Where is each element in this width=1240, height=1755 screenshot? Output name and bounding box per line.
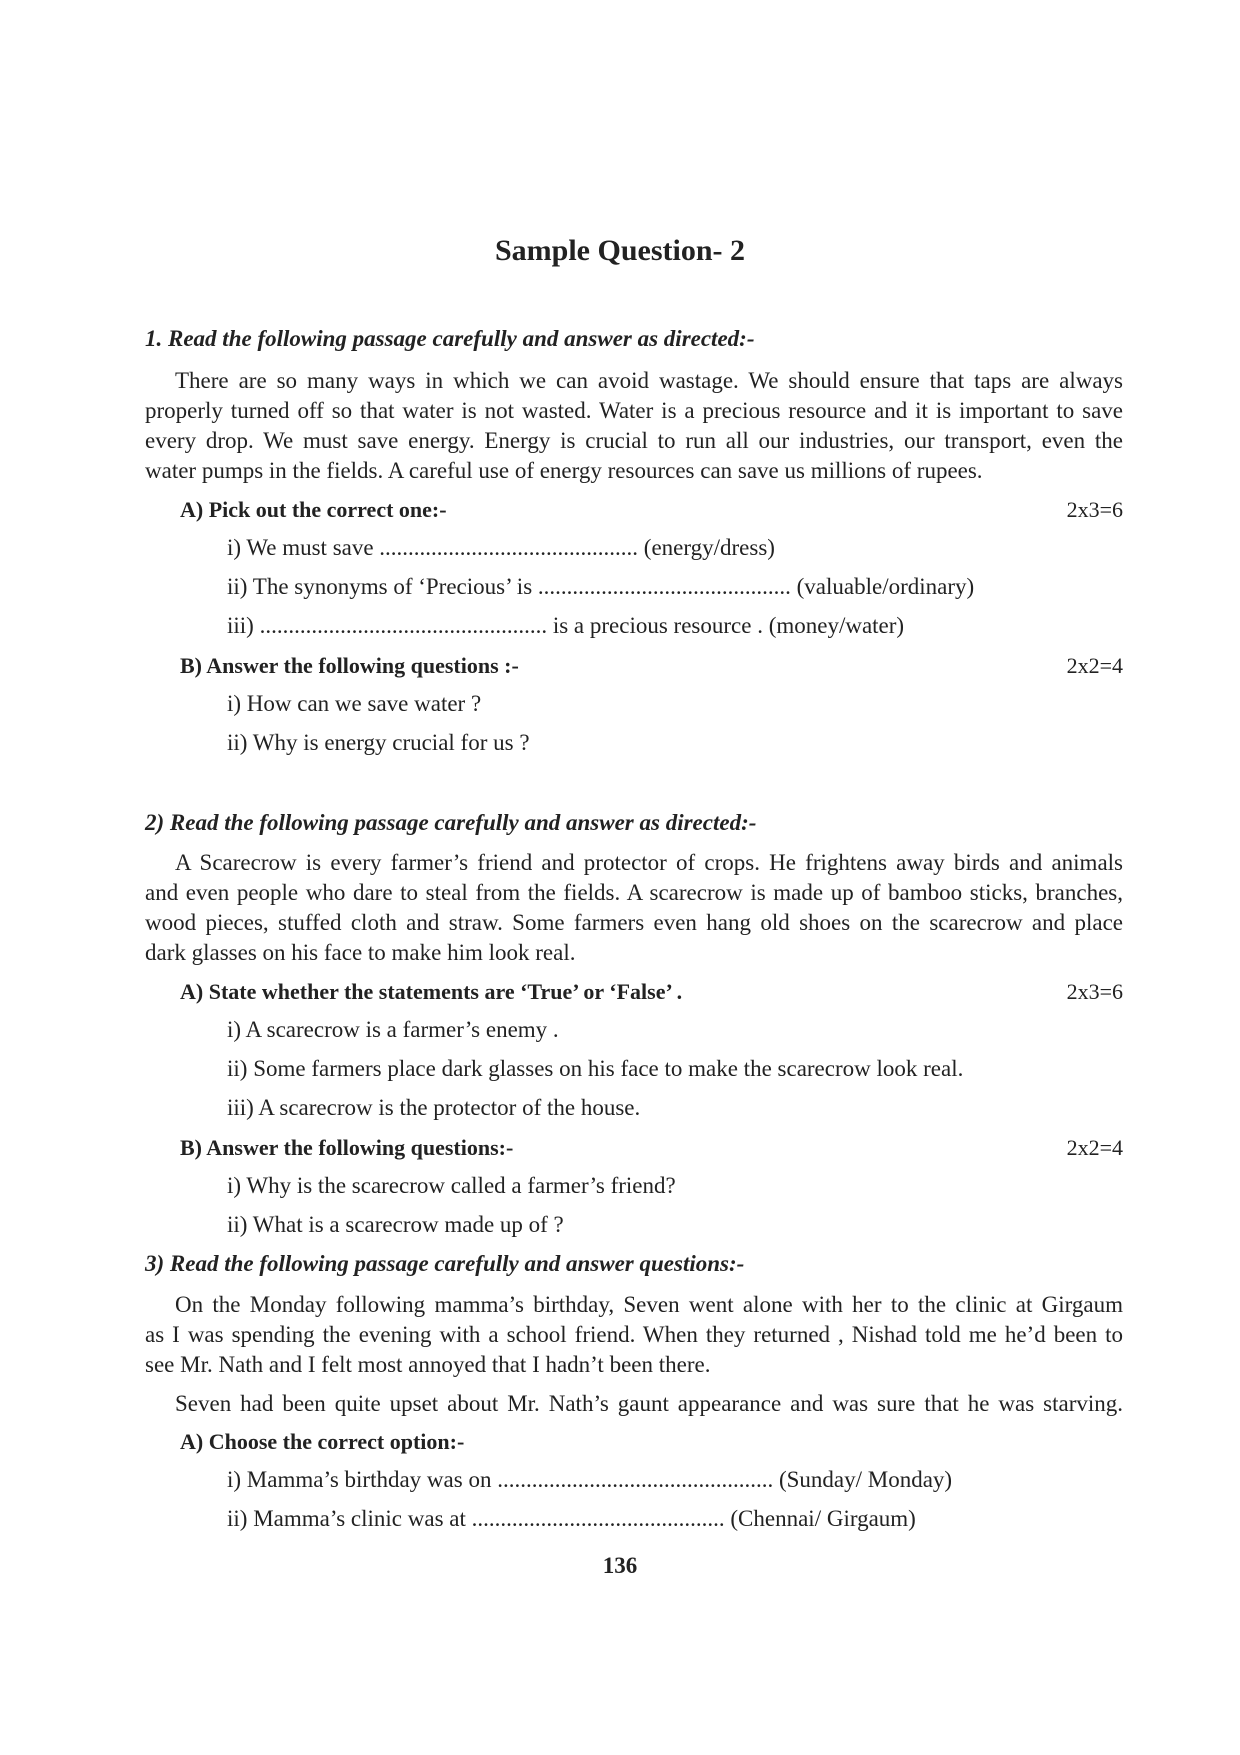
- passage-line: dark glasses on his face to make him look real.: [145, 940, 576, 965]
- q1-a-item: ii) The synonyms of ‘Precious’ is ............................................ (valuable/ordinary): [227, 574, 975, 599]
- q2-part-b-label: B) Answer the following questions:-: [180, 1135, 514, 1160]
- q1-a-item: iii) .................................................. is a precious resource . (money/water): [227, 613, 905, 638]
- q2-b-item: i) Why is the scarecrow called a farmer’s friend?: [227, 1173, 676, 1198]
- page-title: Sample Question- 2: [494, 234, 746, 267]
- q3-a-item: ii) Mamma’s clinic was at ............................................ (Chennai/ Girgaum): [227, 1506, 916, 1531]
- passage-line: water pumps in the fields. A careful use of energy resources can save us millions of rupees.: [145, 458, 983, 483]
- passage-line: see Mr. Nath and I felt most annoyed that I hadn’t been there.: [145, 1352, 711, 1377]
- question-3-passage-2: [145, 1389, 1123, 1419]
- q2-a-item: i) A scarecrow is a farmer’s enemy .: [227, 1017, 559, 1042]
- passage-line: properly turned off so that water is not wasted. Water is a precious resource and it is important to save: [145, 398, 1123, 423]
- q1-b-item: i) How can we save water ?: [227, 691, 482, 716]
- passage-line: as I was spending the evening with a school friend. When they returned , Nishad told me he’d been to: [145, 1322, 1123, 1347]
- page-number: 136: [602, 1553, 638, 1578]
- q2-part-a-marks: 2x3=6: [1066, 979, 1123, 1004]
- q1-part-b-label: B) Answer the following questions :-: [180, 653, 519, 678]
- q2-b-item: ii) What is a scarecrow made up of ?: [227, 1212, 564, 1237]
- q1-b-item: ii) Why is energy crucial for us ?: [227, 730, 530, 755]
- q3-a-item: i) Mamma’s birthday was on ................................................ (Sunday/ Monday): [227, 1467, 953, 1492]
- passage-line: and even people who dare to steal from the fields. A scarecrow is made up of bamboo sticks, branches,: [145, 880, 1123, 905]
- q2-a-item: ii) Some farmers place dark glasses on his face to make the scarecrow look real.: [227, 1056, 964, 1081]
- passage-line: Seven had been quite upset about Mr. Nath’s gaunt appearance and was sure that he was starving.: [175, 1391, 1123, 1416]
- question-1-passage: [145, 366, 1123, 486]
- q2-a-item: iii) A scarecrow is the protector of the house.: [227, 1095, 641, 1120]
- question-2-heading: 2) Read the following passage carefully and answer as directed:-: [145, 810, 757, 835]
- question-3-passage: [145, 1290, 1123, 1380]
- q1-a-item: i) We must save ............................................. (energy/dress): [227, 535, 775, 560]
- passage-line: On the Monday following mamma’s birthday, Seven went alone with her to the clinic at Girgaum: [175, 1292, 1123, 1317]
- q2-part-a-label: A) State whether the statements are ‘True’ or ‘False’ .: [180, 979, 683, 1004]
- passage-line: every drop. We must save energy. Energy is crucial to run all our industries, our transport, even the: [145, 428, 1123, 453]
- passage-line: A Scarecrow is every farmer’s friend and protector of crops. He frightens away birds and animals: [175, 850, 1123, 875]
- q1-part-b-marks: 2x2=4: [1066, 653, 1123, 678]
- q3-part-a-label: A) Choose the correct option:-: [180, 1429, 465, 1454]
- q2-part-b-marks: 2x2=4: [1066, 1135, 1123, 1160]
- q1-part-a-marks: 2x3=6: [1066, 497, 1123, 522]
- q1-part-a-label: A) Pick out the correct one:-: [180, 497, 447, 522]
- question-1-heading: 1. Read the following passage carefully and answer as directed:-: [145, 326, 755, 351]
- passage-line: There are so many ways in which we can avoid wastage. We should ensure that taps are always: [175, 368, 1123, 393]
- passage-line: wood pieces, stuffed cloth and straw. Some farmers even hang old shoes on the scarecrow and place: [145, 910, 1123, 935]
- question-2-passage: [145, 848, 1123, 968]
- question-3-heading: 3) Read the following passage carefully and answer questions:-: [145, 1251, 745, 1276]
